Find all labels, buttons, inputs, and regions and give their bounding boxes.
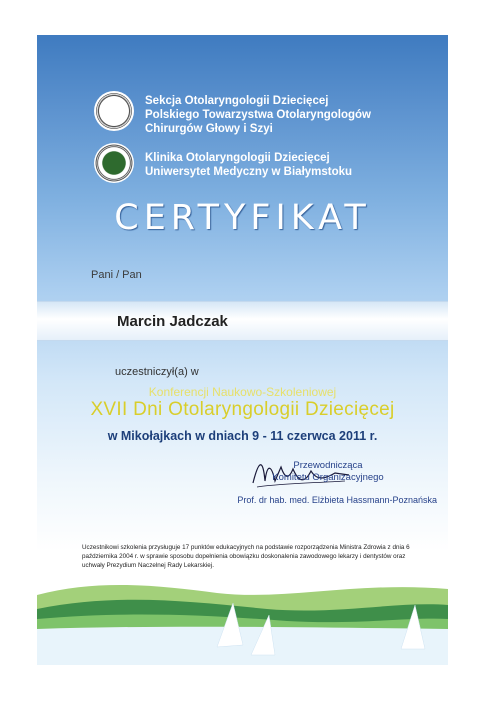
organization-society xyxy=(145,94,371,136)
organization-line: Polskiego Towarzystwa Otolaryngologów xyxy=(145,109,371,121)
chair-name: Prof. dr hab. med. Elżbieta Hassmann-Poznańska xyxy=(237,495,437,505)
event-name: XVII Dni Otolaryngologii Dziecięcej xyxy=(90,399,395,420)
participation-text: uczestniczył(a) w xyxy=(115,366,199,378)
certificate xyxy=(37,35,448,665)
organization-line: Uniwersytet Medyczny w Białymstoku xyxy=(145,166,353,178)
university-seal-icon xyxy=(94,143,134,183)
organization-line: Chirurgów Głowy i Szyi xyxy=(145,123,273,135)
organization-clinic xyxy=(145,151,352,179)
certificate-title: CERTYFIKAT xyxy=(114,198,371,238)
name-band xyxy=(37,301,448,341)
salutation: Pani / Pan xyxy=(91,269,142,281)
credit-note: Uczestnikowi szkolenia przysługuje 17 punktów edukacyjnych na podstawie rozporządzenia Ministra Zdrowia z dnia 6 października 2004 r. w sprawie sposobu dopełnienia obowiązku doskonalenia zawodowego lekarzy i dentystów oraz uchwały Prezydium Naczelnej Rady Lekarskiej. xyxy=(82,544,410,569)
organization-line: Klinika Otolaryngologii Dziecięcej xyxy=(145,152,330,164)
event-place-date: w Mikołajkach w dniach 9 - 11 czerwca 2011 r. xyxy=(107,429,378,443)
organization-line: Sekcja Otolaryngologii Dziecięcej xyxy=(145,95,329,107)
event-type: Konferencji Naukowo-Szkoleniowej xyxy=(148,385,337,399)
chair-role-line: Przewodnicząca xyxy=(293,460,363,471)
society-seal-icon xyxy=(94,91,134,131)
participant-name: Marcin Jadczak xyxy=(117,313,228,330)
chair-role-line: Komitetu Organizacyjnego xyxy=(272,472,384,483)
chair-role xyxy=(233,460,423,484)
lake-landscape-illustration xyxy=(37,575,448,665)
